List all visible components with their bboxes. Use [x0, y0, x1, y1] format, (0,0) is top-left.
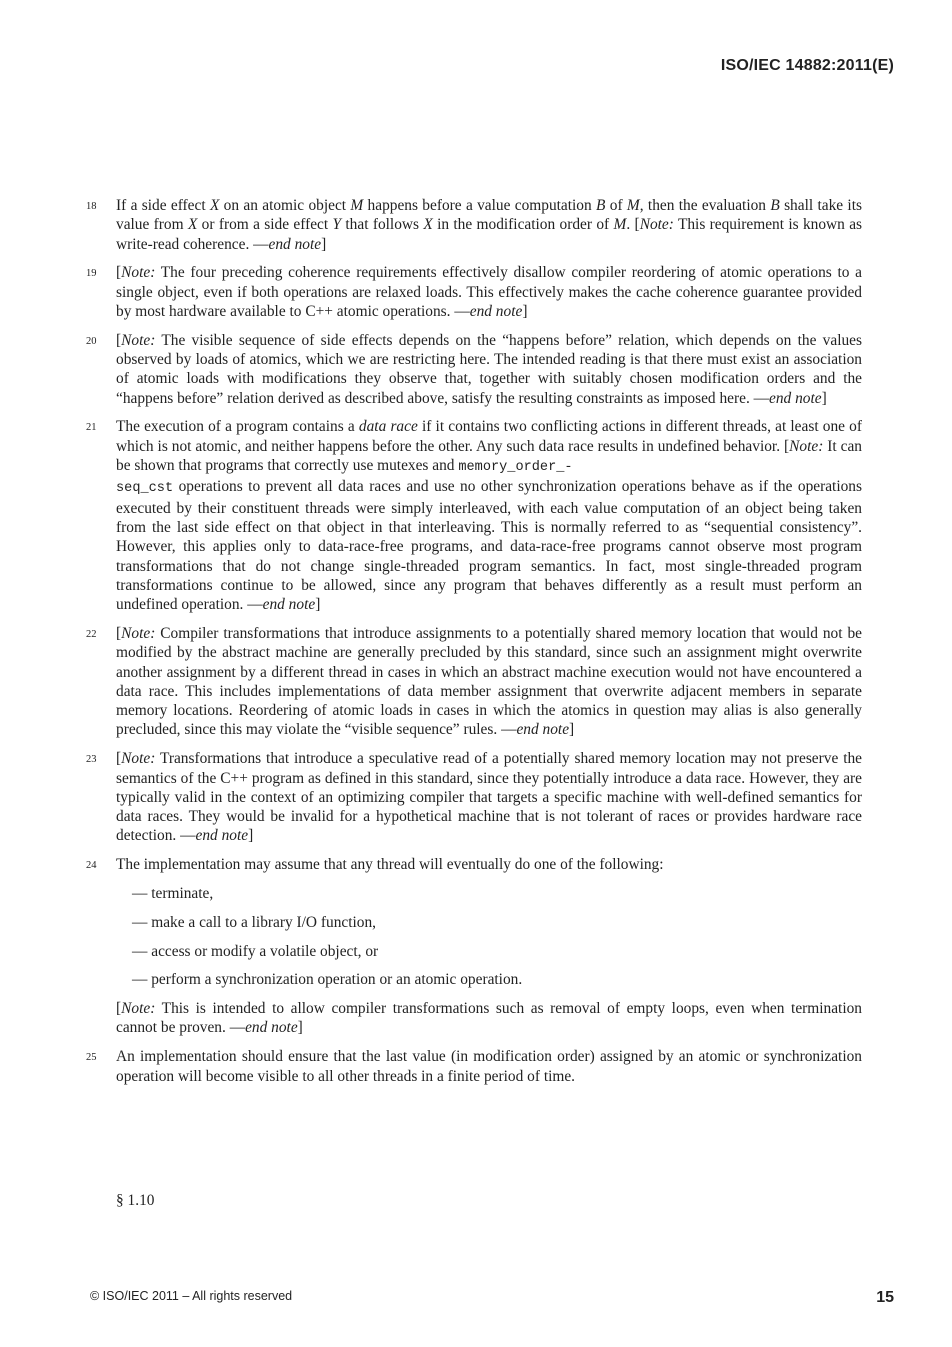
paragraph-text: An implementation should ensure that the last value (in modification order) assigned by an atomic or synchronization operation will become visible to all other threads in a finite period of time. — [116, 1048, 862, 1085]
end-note-label: end note — [245, 1019, 298, 1037]
paragraph-18 — [86, 196, 863, 254]
note-text: Transformations that introduce a speculative read of a potentially shared memory location may not preserve the semantics of the C++ program as defined in this standard, since they potentially introduce a data race. However, they are typically valid in the context of an optimizing compiler that targets a specific machine with well-defined semantics for data races. They would be invalid for a hypothetical machine that is not tolerant of races or provides hardware race detection. — [116, 750, 862, 845]
text-segment: The execution of a program contains a — [116, 418, 359, 436]
end-note-label: end note — [469, 302, 523, 320]
copyright-footer: © ISO/IEC 2011 – All rights reserved — [90, 1289, 293, 1303]
paragraph-number: 23 — [86, 754, 97, 766]
paragraph-number: 21 — [86, 422, 97, 434]
note-close-bracket: ] — [297, 1019, 303, 1037]
note-label: Note: — [121, 624, 156, 642]
end-note-label: end note — [769, 389, 822, 407]
end-note-label: end note — [268, 235, 322, 253]
text-segment: that follows — [341, 216, 424, 234]
em-dash: — — [501, 721, 517, 739]
em-dash: — — [454, 302, 470, 320]
paragraph-21 — [86, 417, 862, 614]
em-dash: — — [229, 1019, 246, 1037]
note-label: Note: — [121, 750, 156, 768]
variable-b: B — [770, 197, 780, 214]
variable-x: X — [209, 197, 220, 214]
list-item: — make a call to a library I/O function, — [132, 913, 377, 931]
text-segment: of — [605, 197, 627, 214]
variable-y: Y — [332, 216, 342, 234]
text-segment: if it contains two conflicting actions in different threads, at least one of which is not atomic, and neither happens before the other. Any such data race results in undefined behavior. — [116, 418, 862, 455]
text-segment: . — [626, 216, 635, 234]
text-segment: operations to prevent all data races and use no other synchronization operations behave as if the operations executed by their constituent threads were simply interleaved, with each value computation of an object being taken from the last side effect on that object in that interleaving. This is normally referred to as “sequential consistency”. However, this applies only to data-race-free programs, and data-race-free programs cannot observe most program transformations that do not change single-threaded program semantics. In fact, most single-threaded program transformations continue to be allowed, since any program that behaves differently as a result must perform an undefined operation. — [116, 478, 862, 614]
thread-progress-list — [116, 884, 862, 990]
end-note-label: end note — [516, 721, 570, 739]
text-segment: , then the evaluation — [639, 197, 771, 214]
note-text: Compiler transformations that introduce assignments to a potentially shared memory location that would not be modified by the abstract machine are generally precluded by this standard, since such an assignment might overwrite another assignment by a different thread in cases in which an abstract machine execution would not have encountered a data race. This includes implementations of data member assignment that overwrite adjacent members in separate memory locations. Reordering of atomic loads in cases in which the atomics in question may alias is also generally precluded, since this may violate the “visible sequence” rules. — [116, 624, 862, 739]
em-dash: — — [253, 235, 269, 253]
paragraph-23 — [86, 749, 862, 845]
note-close-bracket: ] — [821, 389, 827, 407]
text-segment: on an atomic object — [219, 197, 351, 214]
note-text: The visible sequence of side effects depends on the “happens before” relation, which depends on the values observed by loads of atomics, which we are restricting here. The intended reading is that there must exist an association of atomic loads with modifications they observe that, together with suitably chosen modification orders and the “happens before” relation derived as described above, satisfy the resulting constraints as imposed here. — [116, 331, 862, 407]
list-item: — perform a synchronization operation or an atomic operation. — [132, 971, 523, 989]
paragraph-number: 24 — [86, 860, 97, 872]
em-dash: — — [753, 389, 770, 407]
variable-m: M — [350, 197, 364, 214]
note-open-bracket: [ — [116, 264, 122, 282]
note-label: Note: — [121, 264, 156, 282]
paragraph-22 — [86, 624, 862, 740]
note-label: Note: — [121, 1000, 156, 1018]
text-segment: shall take its value from — [116, 197, 862, 234]
note-open-bracket: [ — [116, 331, 122, 349]
text-segment: happens before a value computation — [363, 197, 597, 214]
paragraph-number: 18 — [86, 201, 97, 212]
variable-m: M — [626, 197, 640, 214]
defined-term: data race — [358, 418, 418, 436]
document-id-header: ISO/IEC 14882:2011(E) — [720, 57, 894, 74]
note-close-bracket: ] — [522, 302, 528, 320]
note-close-bracket: ] — [248, 827, 254, 845]
note-close-bracket: ] — [569, 721, 575, 739]
text-segment: It can be shown that programs that correctly use mutexes and — [116, 437, 862, 475]
note-close-bracket: ] — [315, 596, 321, 614]
note-text: This requirement is known as write-read coherence. — [116, 216, 863, 253]
page-number: 15 — [876, 1289, 894, 1306]
end-note-label: end note — [195, 827, 249, 845]
text-segment: in the modification order of — [432, 216, 614, 234]
note-label: Note: — [789, 437, 824, 455]
note-label: Note: — [639, 216, 674, 234]
em-dash: — — [180, 827, 196, 845]
note-open-bracket: [ — [634, 216, 640, 234]
note-open-bracket: [ — [116, 624, 122, 642]
em-dash: — — [247, 596, 263, 614]
variable-x: X — [187, 216, 198, 234]
paragraph-24 — [86, 855, 862, 874]
list-item: — terminate, — [132, 885, 214, 902]
paragraph-number: 22 — [86, 628, 97, 640]
section-reference: § 1.10 — [116, 1192, 155, 1209]
note-text: The four preceding coherence requirements effectively disallow compiler reordering of atomic operations to a single object, even if both operations are relaxed loads. This effectively makes the cache coherence guarantee provided by most hardware available to C++ atomic operations. — [116, 264, 862, 320]
paragraph-number: 19 — [86, 268, 97, 280]
note-open-bracket: [ — [116, 1000, 122, 1018]
paragraph-25 — [86, 1047, 862, 1086]
paragraph-number: 25 — [86, 1052, 97, 1064]
paragraph-20 — [86, 331, 862, 408]
paragraph-intro: The implementation may assume that any thread will eventually do one of the following: — [116, 856, 664, 874]
variable-b: B — [596, 197, 606, 214]
code-term: seq_cst — [116, 481, 174, 497]
text-segment: If a side effect — [116, 197, 210, 214]
paragraph-19 — [86, 263, 862, 321]
end-note-label: end note — [262, 596, 316, 614]
paragraph-24-note — [116, 999, 862, 1038]
variable-m: M — [613, 216, 627, 234]
note-label: Note: — [121, 331, 156, 349]
list-item: — access or modify a volatile object, or — [132, 942, 379, 960]
note-open-bracket: [ — [116, 750, 122, 768]
note-open-bracket: [ — [784, 437, 790, 455]
note-close-bracket: ] — [321, 235, 327, 253]
main-content — [86, 196, 863, 1095]
variable-x: X — [423, 216, 433, 234]
code-term: memory_order_- — [458, 460, 573, 476]
note-text: This is intended to allow compiler transformations such as removal of empty loops, even when termination cannot be proven. — [116, 1000, 862, 1037]
text-segment: or from a side effect — [197, 216, 333, 234]
paragraph-number: 20 — [86, 335, 97, 347]
